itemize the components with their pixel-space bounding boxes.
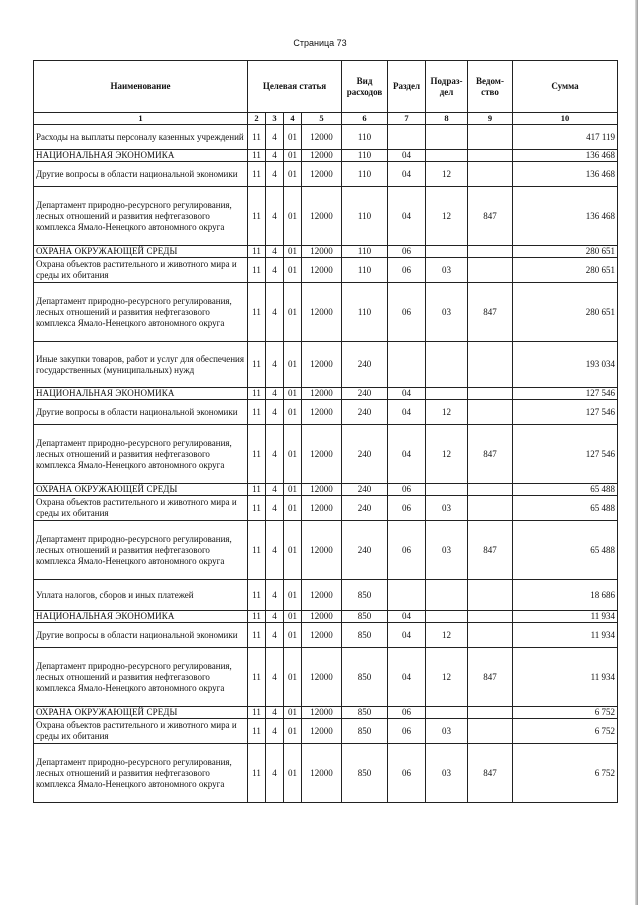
section-row [34,707,618,719]
target-code-cell: 12000 [302,246,342,258]
target-code-cell: 01 [284,246,302,258]
page-number-header: Страница 73 [293,38,347,48]
target-code-cell: 12000 [302,580,342,611]
target-code-cell: 4 [266,521,284,580]
target-code-cell: 11 [248,580,266,611]
target-code-cell: 12000 [302,719,342,744]
department-cell [468,707,513,719]
subsection-cell: 03 [426,283,468,342]
section-cell: 06 [388,744,426,803]
expense-kind-cell: 110 [342,187,388,246]
row-name-cell: Департамент природно-ресурсного регулирования, лесных отношений и развития нефтегазового комплекса Ямало-Ненецкого автономного округа [34,187,248,246]
subsection-cell: 12 [426,425,468,484]
col-number: 10 [513,113,618,125]
department-cell: 847 [468,283,513,342]
section-cell: 04 [388,388,426,400]
row-name-cell: Департамент природно-ресурсного регулирования, лесных отношений и развития нефтегазового комплекса Ямало-Ненецкого автономного округа [34,283,248,342]
expense-kind-cell: 850 [342,707,388,719]
target-code-cell: 01 [284,707,302,719]
table-row [34,648,618,707]
target-code-cell: 4 [266,707,284,719]
col-number: 4 [284,113,302,125]
expense-kind-cell: 110 [342,246,388,258]
row-name-cell: Другие вопросы в области национальной экономики [34,162,248,187]
row-name-cell: ОХРАНА ОКРУЖАЮЩЕЙ СРЕДЫ [34,484,248,496]
sum-cell: 6 752 [513,719,618,744]
subsection-cell: 03 [426,258,468,283]
target-code-cell: 4 [266,150,284,162]
department-cell: 847 [468,187,513,246]
target-code-cell: 01 [284,342,302,388]
column-header-row [34,61,618,113]
target-code-cell: 12000 [302,623,342,648]
subsection-cell [426,342,468,388]
target-code-cell: 12000 [302,425,342,484]
expense-kind-cell: 850 [342,719,388,744]
target-code-cell: 01 [284,125,302,150]
table-row [34,496,618,521]
target-code-cell: 01 [284,162,302,187]
target-code-cell: 01 [284,150,302,162]
section-cell: 06 [388,707,426,719]
sum-cell: 127 546 [513,425,618,484]
row-name-cell: Другие вопросы в области национальной экономики [34,400,248,425]
table-row [34,283,618,342]
target-code-cell: 11 [248,425,266,484]
department-cell [468,342,513,388]
target-code-cell: 12000 [302,342,342,388]
section-row [34,246,618,258]
target-code-cell: 01 [284,744,302,803]
target-code-cell: 01 [284,521,302,580]
department-cell [468,150,513,162]
expense-kind-cell: 240 [342,425,388,484]
target-code-cell: 11 [248,744,266,803]
target-code-cell: 12000 [302,283,342,342]
row-name-cell: ОХРАНА ОКРУЖАЮЩЕЙ СРЕДЫ [34,707,248,719]
sum-cell: 65 488 [513,496,618,521]
department-cell [468,580,513,611]
sum-cell: 127 546 [513,388,618,400]
col-number: 9 [468,113,513,125]
expense-kind-cell: 850 [342,611,388,623]
subsection-cell: 12 [426,187,468,246]
department-cell [468,484,513,496]
sum-cell: 417 119 [513,125,618,150]
sum-cell: 136 468 [513,162,618,187]
section-cell: 06 [388,246,426,258]
expense-kind-cell: 240 [342,521,388,580]
section-cell: 04 [388,162,426,187]
target-code-cell: 11 [248,719,266,744]
target-code-cell: 12000 [302,150,342,162]
expense-kind-cell: 850 [342,648,388,707]
target-code-cell: 12000 [302,707,342,719]
expense-kind-cell: 110 [342,150,388,162]
target-code-cell: 4 [266,258,284,283]
section-cell [388,580,426,611]
subsection-cell [426,707,468,719]
sum-cell: 127 546 [513,400,618,425]
expense-kind-cell: 110 [342,258,388,283]
target-code-cell: 12000 [302,484,342,496]
target-code-cell: 11 [248,342,266,388]
target-code-cell: 4 [266,283,284,342]
target-code-cell: 01 [284,258,302,283]
table-body [34,125,618,803]
sum-cell: 280 651 [513,258,618,283]
sum-cell: 280 651 [513,246,618,258]
department-cell [468,125,513,150]
expense-kind-cell: 240 [342,342,388,388]
budget-table [33,60,618,803]
col-subsection-header: Подраз-дел [426,61,468,113]
sum-cell: 65 488 [513,521,618,580]
target-code-cell: 01 [284,623,302,648]
target-code-cell: 12000 [302,496,342,521]
section-cell: 04 [388,150,426,162]
target-code-cell: 12000 [302,388,342,400]
target-code-cell: 01 [284,187,302,246]
target-code-cell: 11 [248,496,266,521]
section-cell: 04 [388,648,426,707]
target-code-cell: 12000 [302,648,342,707]
target-code-cell: 12000 [302,258,342,283]
target-code-cell: 01 [284,496,302,521]
row-name-cell: Департамент природно-ресурсного регулирования, лесных отношений и развития нефтегазового комплекса Ямало-Ненецкого автономного округа [34,648,248,707]
sum-cell: 11 934 [513,611,618,623]
col-target-header: Целевая статья [248,61,342,113]
target-code-cell: 11 [248,521,266,580]
target-code-cell: 12000 [302,611,342,623]
expense-kind-cell: 240 [342,496,388,521]
section-row [34,150,618,162]
sum-cell: 65 488 [513,484,618,496]
target-code-cell: 4 [266,246,284,258]
target-code-cell: 4 [266,162,284,187]
section-cell: 06 [388,258,426,283]
row-name-cell: НАЦИОНАЛЬНАЯ ЭКОНОМИКА [34,150,248,162]
table-row [34,744,618,803]
table-row [34,400,618,425]
col-number: 8 [426,113,468,125]
row-name-cell: Другие вопросы в области национальной экономики [34,623,248,648]
department-cell [468,246,513,258]
section-cell [388,342,426,388]
sum-cell: 11 934 [513,648,618,707]
target-code-cell: 01 [284,425,302,484]
target-code-cell: 12000 [302,521,342,580]
sum-cell: 11 934 [513,623,618,648]
section-cell: 04 [388,611,426,623]
target-code-cell: 4 [266,484,284,496]
section-cell: 04 [388,400,426,425]
section-cell: 04 [388,187,426,246]
section-row [34,388,618,400]
row-name-cell: Охрана объектов растительного и животного мира и среды их обитания [34,719,248,744]
row-name-cell: Охрана объектов растительного и животного мира и среды их обитания [34,496,248,521]
row-name-cell: Департамент природно-ресурсного регулирования, лесных отношений и развития нефтегазового комплекса Ямало-Ненецкого автономного округа [34,425,248,484]
row-name-cell: Иные закупки товаров, работ и услуг для обеспечения государственных (муниципальных) нужд [34,342,248,388]
subsection-cell [426,150,468,162]
scan-page-edge [635,0,638,905]
department-cell [468,496,513,521]
subsection-cell: 03 [426,521,468,580]
expense-kind-cell: 850 [342,580,388,611]
target-code-cell: 4 [266,125,284,150]
row-name-cell: Расходы на выплаты персоналу казенных учреждений [34,125,248,150]
col-number: 7 [388,113,426,125]
target-code-cell: 01 [284,580,302,611]
section-row [34,611,618,623]
subsection-cell [426,611,468,623]
expense-kind-cell: 110 [342,283,388,342]
sum-cell: 6 752 [513,707,618,719]
department-cell [468,719,513,744]
target-code-cell: 4 [266,342,284,388]
department-cell [468,162,513,187]
target-code-cell: 11 [248,125,266,150]
subsection-cell [426,484,468,496]
row-name-cell: Департамент природно-ресурсного регулирования, лесных отношений и развития нефтегазового комплекса Ямало-Ненецкого автономного округа [34,744,248,803]
table-row [34,719,618,744]
target-code-cell: 11 [248,611,266,623]
target-code-cell: 11 [248,246,266,258]
target-code-cell: 12000 [302,187,342,246]
expense-kind-cell: 240 [342,400,388,425]
col-number: 1 [34,113,248,125]
subsection-cell: 03 [426,496,468,521]
expense-kind-cell: 240 [342,484,388,496]
col-name-header: Наименование [34,61,248,113]
subsection-cell: 12 [426,623,468,648]
department-cell [468,258,513,283]
target-code-cell: 11 [248,388,266,400]
target-code-cell: 01 [284,484,302,496]
department-cell [468,388,513,400]
section-cell [388,125,426,150]
col-kind-header: Вид расходов [342,61,388,113]
expense-kind-cell: 850 [342,623,388,648]
row-name-cell: НАЦИОНАЛЬНАЯ ЭКОНОМИКА [34,611,248,623]
subsection-cell: 12 [426,400,468,425]
target-code-cell: 11 [248,400,266,425]
table-row [34,425,618,484]
target-code-cell: 4 [266,187,284,246]
sum-cell: 280 651 [513,283,618,342]
target-code-cell: 01 [284,648,302,707]
col-number: 5 [302,113,342,125]
department-cell: 847 [468,425,513,484]
target-code-cell: 01 [284,611,302,623]
department-cell [468,611,513,623]
target-code-cell: 4 [266,648,284,707]
subsection-cell [426,388,468,400]
expense-kind-cell: 110 [342,162,388,187]
target-code-cell: 4 [266,580,284,611]
table-row [34,125,618,150]
table-row [34,580,618,611]
sum-cell: 18 686 [513,580,618,611]
col-section-header: Раздел [388,61,426,113]
department-cell [468,623,513,648]
target-code-cell: 4 [266,496,284,521]
target-code-cell: 12000 [302,400,342,425]
col-department-header: Ведом-ство [468,61,513,113]
target-code-cell: 11 [248,150,266,162]
target-code-cell: 01 [284,400,302,425]
expense-kind-cell: 110 [342,125,388,150]
department-cell: 847 [468,521,513,580]
col-number: 3 [266,113,284,125]
col-sum-header: Сумма [513,61,618,113]
section-cell: 04 [388,425,426,484]
sum-cell: 136 468 [513,150,618,162]
expense-kind-cell: 240 [342,388,388,400]
target-code-cell: 11 [248,648,266,707]
col-number: 6 [342,113,388,125]
target-code-cell: 4 [266,388,284,400]
section-cell: 06 [388,484,426,496]
target-code-cell: 11 [248,162,266,187]
sum-cell: 193 034 [513,342,618,388]
subsection-cell [426,125,468,150]
row-name-cell: ОХРАНА ОКРУЖАЮЩЕЙ СРЕДЫ [34,246,248,258]
row-name-cell: Охрана объектов растительного и животного мира и среды их обитания [34,258,248,283]
table-row [34,521,618,580]
department-cell [468,400,513,425]
target-code-cell: 11 [248,484,266,496]
sum-cell: 6 752 [513,744,618,803]
target-code-cell: 01 [284,283,302,342]
target-code-cell: 11 [248,187,266,246]
subsection-cell [426,246,468,258]
table-row [34,258,618,283]
table-row [34,342,618,388]
target-code-cell: 4 [266,400,284,425]
target-code-cell: 11 [248,623,266,648]
subsection-cell: 03 [426,719,468,744]
expense-kind-cell: 850 [342,744,388,803]
row-name-cell: Департамент природно-ресурсного регулирования, лесных отношений и развития нефтегазового комплекса Ямало-Ненецкого автономного округа [34,521,248,580]
column-number-row [34,113,618,125]
table-row [34,623,618,648]
target-code-cell: 4 [266,611,284,623]
section-cell: 04 [388,623,426,648]
target-code-cell: 4 [266,719,284,744]
table-row [34,187,618,246]
row-name-cell: НАЦИОНАЛЬНАЯ ЭКОНОМИКА [34,388,248,400]
section-cell: 06 [388,719,426,744]
target-code-cell: 11 [248,707,266,719]
table-row [34,162,618,187]
target-code-cell: 01 [284,388,302,400]
section-cell: 06 [388,521,426,580]
target-code-cell: 12000 [302,162,342,187]
subsection-cell: 12 [426,648,468,707]
row-name-cell: Уплата налогов, сборов и иных платежей [34,580,248,611]
target-code-cell: 4 [266,425,284,484]
target-code-cell: 11 [248,283,266,342]
subsection-cell [426,580,468,611]
department-cell: 847 [468,744,513,803]
target-code-cell: 12000 [302,125,342,150]
col-number: 2 [248,113,266,125]
target-code-cell: 4 [266,744,284,803]
target-code-cell: 4 [266,623,284,648]
target-code-cell: 01 [284,719,302,744]
sum-cell: 136 468 [513,187,618,246]
subsection-cell: 03 [426,744,468,803]
section-row [34,484,618,496]
subsection-cell: 12 [426,162,468,187]
section-cell: 06 [388,283,426,342]
section-cell: 06 [388,496,426,521]
target-code-cell: 12000 [302,744,342,803]
department-cell: 847 [468,648,513,707]
target-code-cell: 11 [248,258,266,283]
